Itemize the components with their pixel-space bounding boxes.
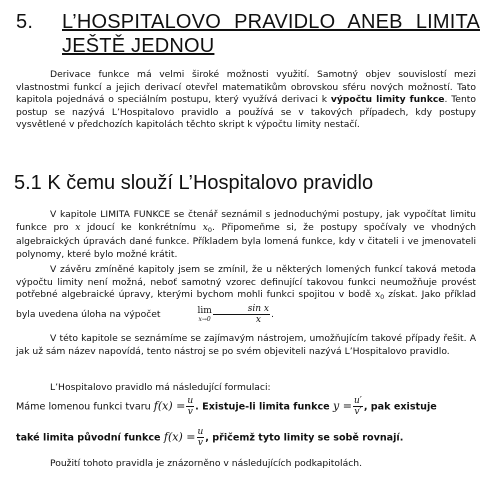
limit-expression	[163, 306, 211, 323]
para1-text-a: V kapitole LIMITA FUNKCE se čtenář seznámil s jednoduchými postupy, jak vypočítat limitu funkce pro	[16, 209, 476, 233]
fraction-denominator: v′	[354, 407, 362, 417]
rule-text-b: . Existuje-li limita funkce	[195, 401, 334, 413]
lim-label: lim	[197, 305, 212, 316]
fraction-denominator: v	[197, 438, 203, 448]
closing-paragraph: Použití tohoto pravidla je znázorněno v následujících podkapitolách.	[50, 458, 363, 469]
fraction-denominator: x	[255, 314, 261, 325]
para2-text-c: .	[270, 308, 274, 320]
paragraph-3: V této kapitole se seznámíme se zajímavým nástrojem, umožňujícím takové případy řešit. A jak už sám název napovídá, tento nástroj se po svém objeviteli nazývá L’Hospitalovo pravidlo.	[16, 333, 476, 357]
variable-x0: x	[202, 221, 208, 233]
fraction-numerator: u′	[353, 396, 362, 406]
function-fx: f(x) =	[163, 430, 196, 444]
rule-text-a: také limita původní funkce	[16, 432, 164, 444]
rule-statement-line-1	[16, 396, 437, 417]
intro-bold: výpočtu limity funkce	[330, 94, 445, 106]
function-y: y =	[333, 399, 352, 413]
rule-statement-line-2	[16, 427, 403, 448]
intro-text-1: Derivace funkce má velmi široké možnosti využití. Samotný objev souvislostí mezi vlastnostmi funkcí a jejich derivací otevřel matematikům obrovskou sféru nových možností. Tato kapitola pojednává o speciálním postupu, který využívá derivaci k	[16, 69, 476, 106]
paragraph-4: L’Hospitalovo pravidlo má následující formulaci:	[50, 382, 271, 393]
para1-text-b: jdoucí ke konkrétnímu	[80, 221, 203, 233]
paragraph-1	[16, 209, 476, 261]
fraction-u-v	[186, 396, 194, 417]
rule-text-b: , přičemž tyto limity se sobě rovnají.	[205, 432, 404, 444]
variable-x: x	[75, 221, 81, 233]
para2-text-a: V závěru zmíněné kapitoly jsem se zmínil, že u některých lomených funkcí taková metoda výpočtu limity není možná, neboť samotný vzorec definující takovou funkci neumožňuje provést potřebné algebraické úpravy, kterými bychom mohli funkci spojitou v bodě	[16, 264, 476, 301]
fraction-numerator: sin x	[213, 304, 270, 315]
chapter-number: 5.	[16, 11, 34, 33]
function-fx: f(x) =	[153, 399, 186, 413]
fraction-numerator: u	[197, 427, 204, 437]
fraction-denominator: v	[187, 407, 193, 417]
fraction-u-v	[197, 427, 205, 448]
chapter-title-line-2: JEŠTĚ JEDNOU	[62, 35, 215, 57]
lim-subscript: x→0	[198, 315, 211, 323]
fraction-u-prime-v-prime	[353, 396, 363, 417]
rule-text-a: Máme lomenou funkci tvaru	[16, 401, 154, 413]
paragraph-2	[16, 264, 476, 325]
intro-text-2: . Tento postup se nazývá L’Hospitalovo pravidlo a používá se v takových případech, kdy postupy vysvětlené v předchozích kapitolách těchto skript k výpočtu limity nestačí.	[16, 94, 476, 131]
para1-text-c: . Připomeňme si, že postupy spočívaly ve vhodných algebraických úpravách dané funkce. Příkladem byla lomená funkce, kdy v čitateli i ve jmenovateli polynomy, které bylo možné krátit.	[16, 221, 476, 260]
chapter-title-line-1: L’HOSPITALOVO PRAVIDLO ANEB LIMITA	[62, 11, 480, 33]
subscript-0: 0	[207, 225, 213, 234]
intro-paragraph	[16, 69, 476, 132]
fraction-numerator: u	[187, 396, 194, 406]
subscript-0: 0	[380, 293, 385, 302]
section-title: 5.1 K čemu slouží L’Hospitalovo pravidlo	[14, 172, 374, 194]
para2-text-b: získat. Jako příklad byla uvedena úloha na výpočet	[16, 289, 477, 320]
fraction-sinx-x	[213, 304, 270, 325]
rule-text-c: , pak existuje	[363, 401, 437, 413]
variable-x0: x	[374, 289, 381, 301]
